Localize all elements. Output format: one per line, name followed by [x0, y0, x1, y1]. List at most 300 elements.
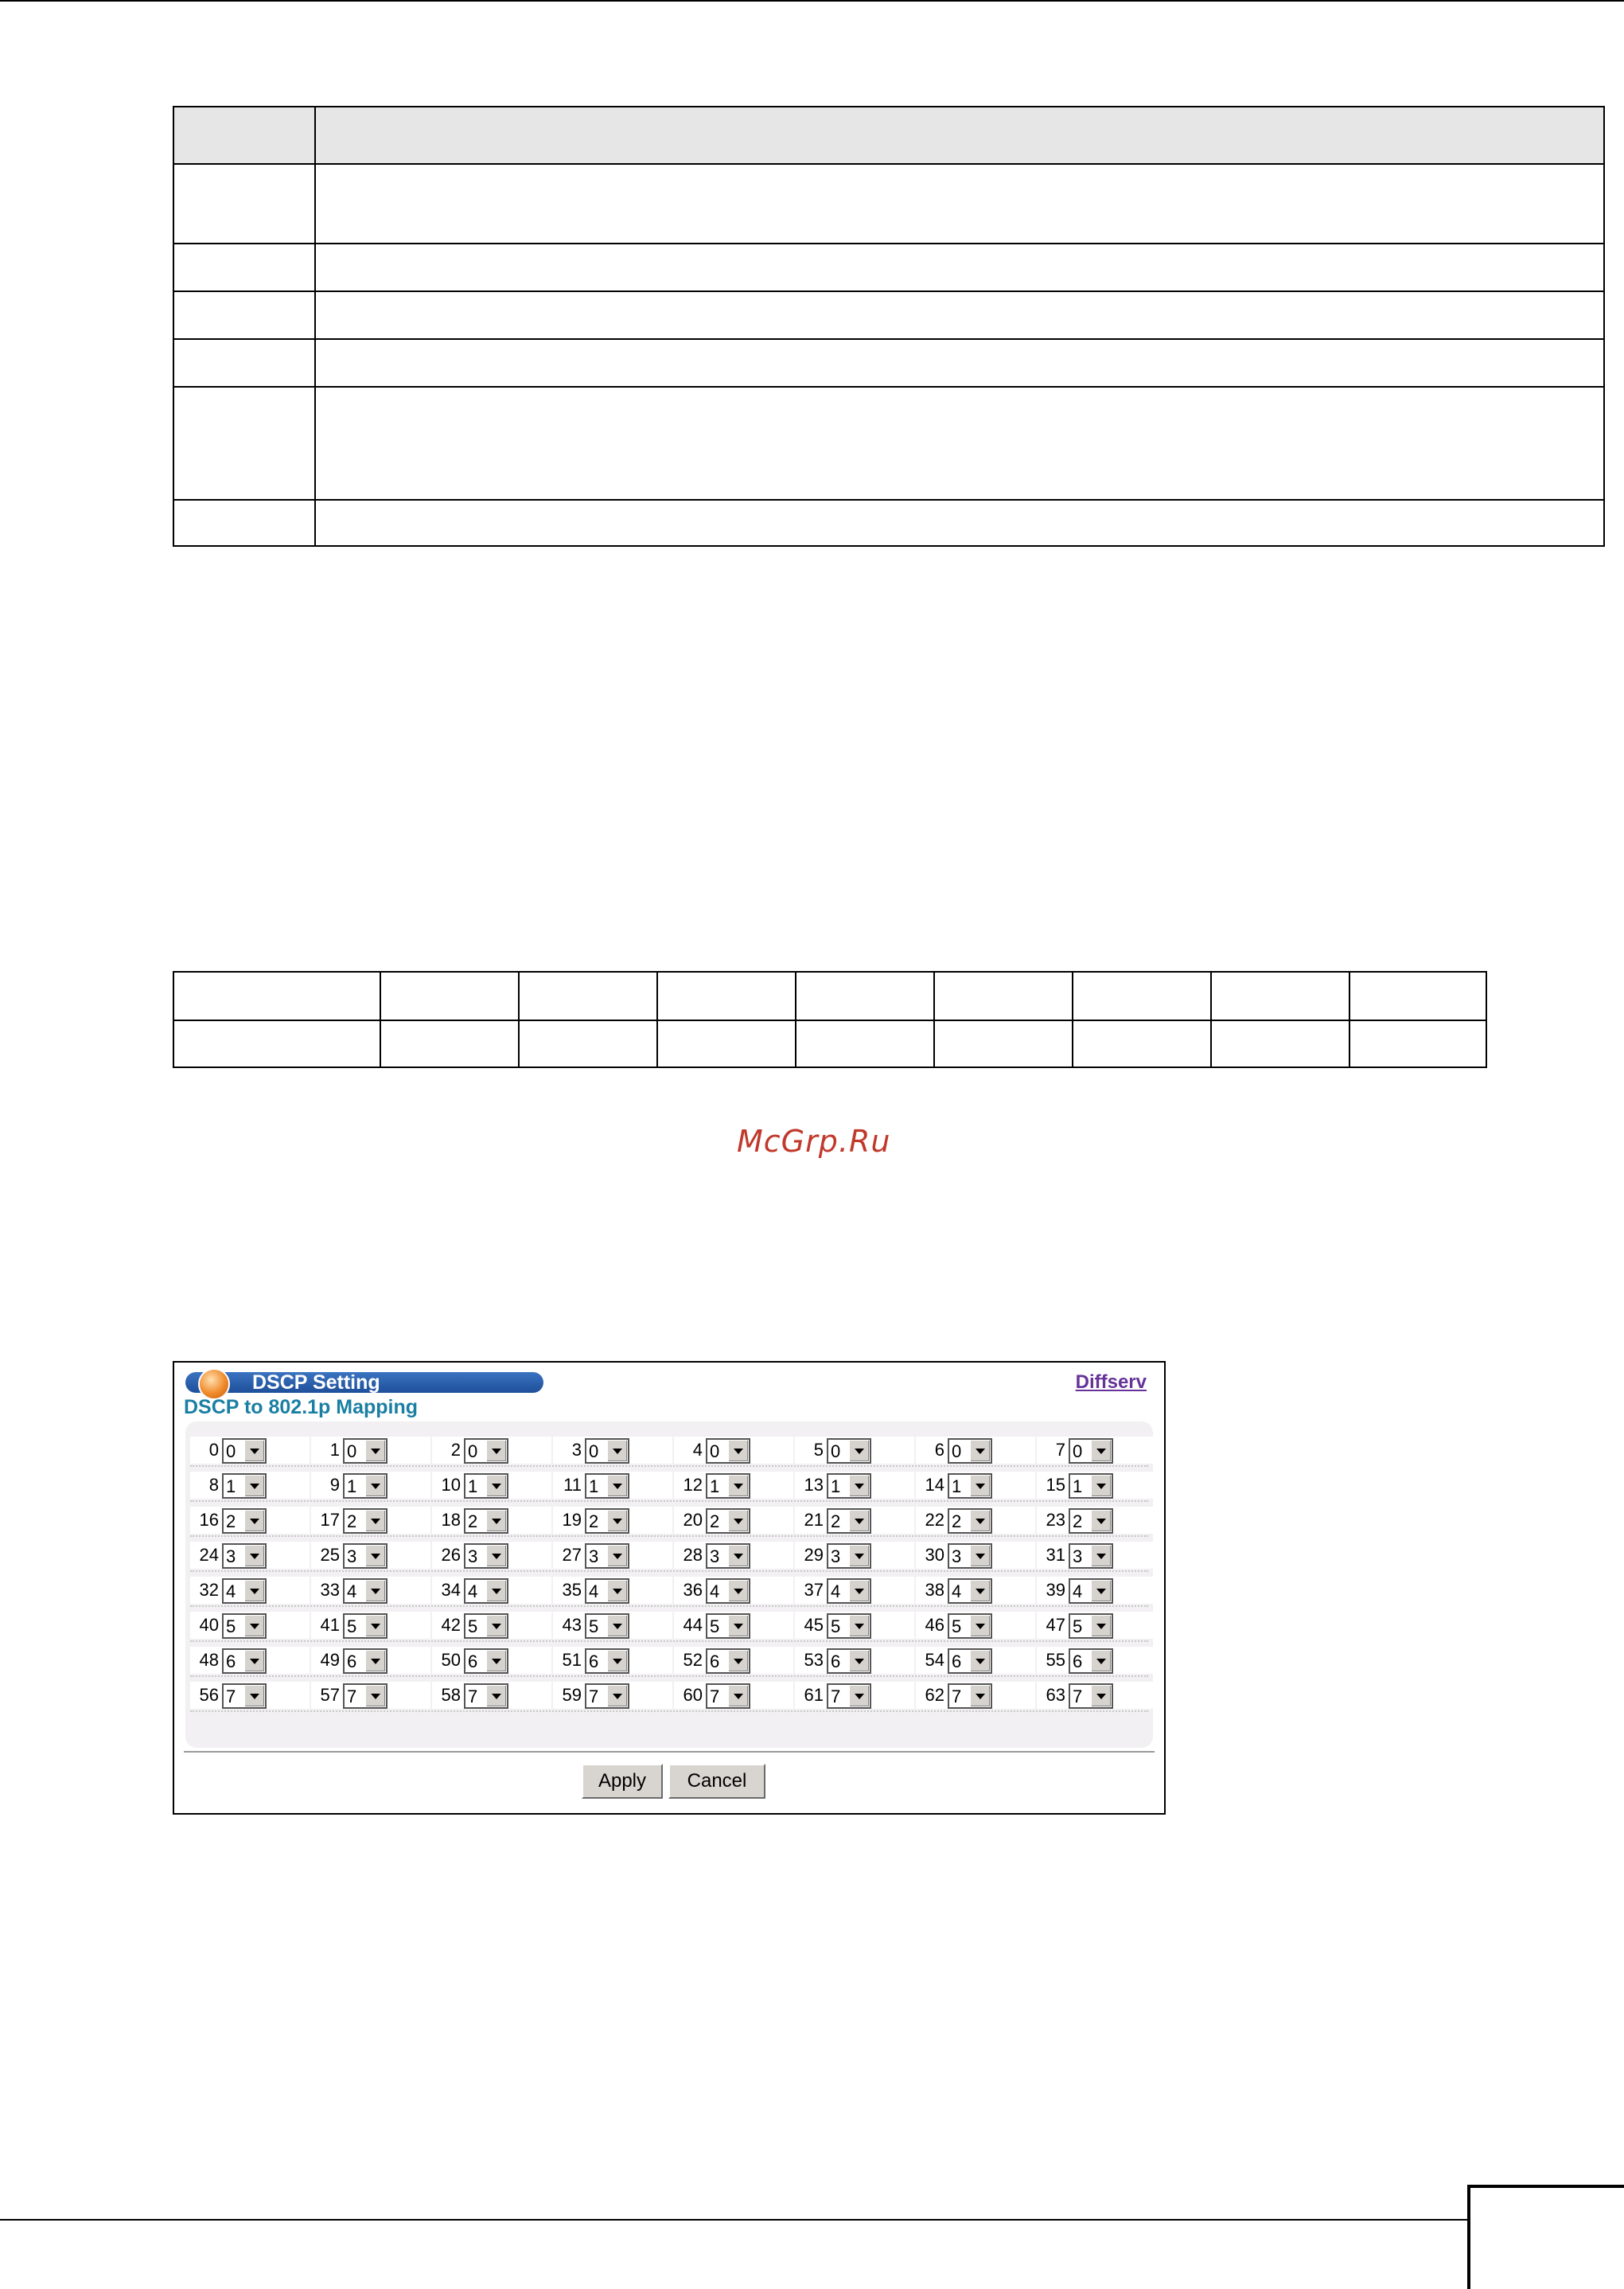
mapping-cell [1037, 1577, 1156, 1604]
dropdown-arrow-icon[interactable] [970, 1686, 990, 1706]
priority-select[interactable] [827, 1473, 871, 1499]
priority-select[interactable] [948, 1683, 992, 1709]
mapping-cell [674, 1647, 793, 1674]
dropdown-arrow-icon[interactable] [486, 1441, 506, 1461]
dropdown-arrow-icon[interactable] [607, 1581, 627, 1601]
priority-value: 2 [831, 1511, 841, 1531]
column-divider [1349, 973, 1350, 1067]
mapping-cell [1037, 1507, 1156, 1534]
dropdown-arrow-icon[interactable] [365, 1686, 385, 1706]
mapping-row [190, 1466, 1148, 1502]
priority-value: 6 [831, 1651, 841, 1671]
dropdown-arrow-icon[interactable] [1091, 1546, 1111, 1566]
priority-select[interactable] [1069, 1473, 1113, 1499]
dscp-value-label: 17 [320, 1510, 340, 1530]
dropdown-arrow-icon[interactable] [849, 1476, 869, 1496]
priority-value: 2 [589, 1511, 599, 1531]
dropdown-arrow-icon[interactable] [728, 1581, 748, 1601]
dscp-value-label: 52 [683, 1650, 703, 1670]
dropdown-arrow-icon[interactable] [1091, 1581, 1111, 1601]
dscp-value-label: 14 [925, 1475, 944, 1495]
dscp-value-label: 32 [199, 1580, 219, 1600]
mapping-row [190, 1431, 1148, 1467]
priority-select[interactable] [222, 1543, 267, 1569]
priority-value: 4 [347, 1581, 357, 1601]
priority-select[interactable] [706, 1578, 750, 1604]
column-divider [380, 973, 381, 1067]
priority-select[interactable] [222, 1473, 267, 1499]
dropdown-arrow-icon[interactable] [607, 1476, 627, 1496]
priority-select[interactable] [585, 1683, 629, 1709]
priority-select[interactable] [464, 1613, 508, 1639]
priority-select[interactable] [585, 1438, 629, 1464]
priority-value: 3 [952, 1546, 962, 1566]
priority-select[interactable] [1069, 1648, 1113, 1674]
dscp-value-label: 15 [1046, 1475, 1065, 1495]
mapping-cell [432, 1682, 551, 1709]
priority-value: 7 [226, 1687, 236, 1706]
column-divider [518, 973, 520, 1067]
priority-select[interactable] [343, 1508, 388, 1534]
priority-select[interactable] [464, 1543, 508, 1569]
priority-select[interactable] [827, 1438, 871, 1464]
orange-ball-icon [198, 1368, 230, 1400]
mapping-cell [553, 1682, 672, 1709]
priority-select[interactable] [464, 1578, 508, 1604]
priority-select[interactable] [827, 1613, 871, 1639]
priority-select[interactable] [706, 1473, 750, 1499]
priority-select[interactable] [222, 1648, 267, 1674]
priority-value: 1 [226, 1476, 236, 1496]
priority-select[interactable] [343, 1543, 388, 1569]
mapping-cell [674, 1472, 793, 1499]
mapping-row [190, 1641, 1148, 1677]
dropdown-arrow-icon[interactable] [970, 1651, 990, 1671]
mapping-row [190, 1676, 1148, 1712]
dscp-value-label: 49 [320, 1650, 340, 1670]
mapping-cell [432, 1472, 551, 1499]
mapping-cell [795, 1612, 914, 1639]
priority-select[interactable] [706, 1613, 750, 1639]
dscp-value-label: 0 [208, 1440, 219, 1460]
dscp-value-label: 40 [199, 1615, 219, 1635]
priority-value: 3 [347, 1546, 357, 1566]
dropdown-arrow-icon[interactable] [1091, 1651, 1111, 1671]
mapping-cell [432, 1437, 551, 1464]
dropdown-arrow-icon[interactable] [970, 1546, 990, 1566]
priority-value: 6 [1073, 1651, 1083, 1671]
priority-select[interactable] [585, 1543, 629, 1569]
dropdown-arrow-icon[interactable] [365, 1511, 385, 1531]
priority-select[interactable] [343, 1683, 388, 1709]
mapping-cell [916, 1437, 1035, 1464]
dropdown-arrow-icon[interactable] [486, 1651, 506, 1671]
priority-value: 5 [710, 1616, 720, 1636]
page-number-box [1467, 2185, 1624, 2289]
priority-value: 5 [952, 1616, 962, 1636]
priority-select[interactable] [343, 1648, 388, 1674]
dscp-value-label: 60 [683, 1685, 703, 1705]
mapping-cell [674, 1682, 793, 1709]
dropdown-arrow-icon[interactable] [486, 1686, 506, 1706]
priority-select[interactable] [827, 1648, 871, 1674]
dropdown-arrow-icon[interactable] [486, 1511, 506, 1531]
mapping-cell [311, 1612, 430, 1639]
column-divider [1210, 973, 1212, 1067]
dropdown-arrow-icon[interactable] [365, 1546, 385, 1566]
dscp-value-label: 34 [441, 1580, 461, 1600]
priority-value: 7 [1073, 1687, 1083, 1706]
priority-value: 1 [952, 1476, 962, 1496]
dscp-setting-panel [173, 1361, 1166, 1815]
dropdown-arrow-icon[interactable] [244, 1546, 264, 1566]
dscp-value-label: 48 [199, 1650, 219, 1670]
dscp-value-label: 18 [441, 1510, 461, 1530]
priority-select[interactable] [1069, 1578, 1113, 1604]
priority-select[interactable] [948, 1508, 992, 1534]
dropdown-arrow-icon[interactable] [607, 1441, 627, 1461]
dropdown-arrow-icon[interactable] [1091, 1511, 1111, 1531]
dscp-value-label: 11 [563, 1475, 582, 1495]
priority-value: 7 [589, 1687, 599, 1706]
dscp-value-label: 36 [683, 1580, 703, 1600]
priority-select[interactable] [827, 1683, 871, 1709]
mapping-cell [1037, 1472, 1156, 1499]
priority-select[interactable] [343, 1578, 388, 1604]
dropdown-arrow-icon[interactable] [244, 1476, 264, 1496]
mapping-cell [795, 1682, 914, 1709]
mapping-row [190, 1536, 1148, 1572]
priority-select[interactable] [464, 1438, 508, 1464]
priority-value: 5 [226, 1616, 236, 1636]
dropdown-arrow-icon[interactable] [728, 1476, 748, 1496]
dropdown-arrow-icon[interactable] [849, 1511, 869, 1531]
mapping-cell [795, 1507, 914, 1534]
priority-select[interactable] [222, 1438, 267, 1464]
priority-value: 7 [831, 1687, 841, 1706]
mapping-cell [311, 1472, 430, 1499]
dropdown-arrow-icon[interactable] [607, 1686, 627, 1706]
priority-select[interactable] [1069, 1438, 1113, 1464]
priority-select[interactable] [1069, 1543, 1113, 1569]
priority-select[interactable] [585, 1613, 629, 1639]
priority-select[interactable] [827, 1543, 871, 1569]
priority-select[interactable] [827, 1578, 871, 1604]
dscp-value-label: 58 [441, 1685, 461, 1705]
dropdown-arrow-icon[interactable] [365, 1651, 385, 1671]
mapping-cell [553, 1507, 672, 1534]
priority-value: 6 [226, 1651, 236, 1671]
priority-value: 6 [468, 1651, 478, 1671]
dscp-value-label: 5 [813, 1440, 824, 1460]
mapping-cell [190, 1577, 310, 1604]
mapping-cell [674, 1577, 793, 1604]
cancel-button[interactable]: Cancel [668, 1764, 765, 1799]
column-divider [933, 973, 935, 1067]
dropdown-arrow-icon[interactable] [244, 1511, 264, 1531]
dscp-value-label: 7 [1055, 1440, 1065, 1460]
priority-value: 4 [589, 1581, 599, 1601]
dropdown-arrow-icon[interactable] [970, 1616, 990, 1636]
priority-select[interactable] [585, 1578, 629, 1604]
column-divider [656, 973, 658, 1067]
mapping-cell [916, 1612, 1035, 1639]
mapping-cell [432, 1612, 551, 1639]
priority-select[interactable] [464, 1683, 508, 1709]
dscp-value-label: 23 [1046, 1510, 1065, 1530]
dropdown-arrow-icon[interactable] [1091, 1616, 1111, 1636]
dscp-value-label: 6 [934, 1440, 944, 1460]
priority-select[interactable] [222, 1578, 267, 1604]
diffserv-link[interactable]: Diffserv [1075, 1371, 1147, 1393]
dropdown-arrow-icon[interactable] [244, 1616, 264, 1636]
priority-select[interactable] [706, 1508, 750, 1534]
dropdown-arrow-icon[interactable] [486, 1546, 506, 1566]
footer-rule [0, 2219, 1467, 2221]
priority-select[interactable] [827, 1508, 871, 1534]
priority-select[interactable] [948, 1648, 992, 1674]
priority-select[interactable] [706, 1438, 750, 1464]
mapping-cell [795, 1437, 914, 1464]
mapping-cell [916, 1647, 1035, 1674]
dropdown-arrow-icon[interactable] [970, 1476, 990, 1496]
dropdown-arrow-icon[interactable] [486, 1616, 506, 1636]
dscp-value-label: 45 [804, 1615, 824, 1635]
dropdown-arrow-icon[interactable] [244, 1581, 264, 1601]
dscp-value-label: 1 [329, 1440, 340, 1460]
dscp-value-label: 25 [320, 1545, 340, 1565]
dscp-value-label: 56 [199, 1685, 219, 1705]
dropdown-arrow-icon[interactable] [486, 1581, 506, 1601]
dropdown-arrow-icon[interactable] [728, 1651, 748, 1671]
mapping-cell [1037, 1682, 1156, 1709]
dscp-value-label: 10 [441, 1475, 461, 1495]
dropdown-arrow-icon[interactable] [849, 1651, 869, 1671]
dropdown-arrow-icon[interactable] [1091, 1476, 1111, 1496]
dropdown-arrow-icon[interactable] [849, 1546, 869, 1566]
priority-value: 1 [347, 1476, 357, 1496]
mapping-cell [190, 1472, 310, 1499]
dscp-value-label: 16 [199, 1510, 219, 1530]
priority-value: 1 [468, 1476, 478, 1496]
dscp-value-label: 54 [925, 1650, 944, 1670]
dropdown-arrow-icon[interactable] [244, 1686, 264, 1706]
priority-value: 7 [952, 1687, 962, 1706]
dscp-value-label: 8 [208, 1475, 219, 1495]
priority-value: 4 [226, 1581, 236, 1601]
dscp-value-label: 19 [562, 1510, 582, 1530]
dropdown-arrow-icon[interactable] [728, 1686, 748, 1706]
mapping-cell [553, 1472, 672, 1499]
dscp-value-label: 39 [1046, 1580, 1065, 1600]
dropdown-arrow-icon[interactable] [849, 1686, 869, 1706]
dropdown-arrow-icon[interactable] [486, 1476, 506, 1496]
priority-value: 1 [1073, 1476, 1083, 1496]
priority-value: 3 [1073, 1546, 1083, 1566]
column-divider [1072, 973, 1073, 1067]
mapping-cell [795, 1542, 914, 1569]
mapping-cell [553, 1612, 672, 1639]
mapping-cell [795, 1647, 914, 1674]
priority-select[interactable] [222, 1683, 267, 1709]
mapping-cell [674, 1542, 793, 1569]
priority-select[interactable] [343, 1613, 388, 1639]
mapping-cell [553, 1647, 672, 1674]
panel-subtitle: DSCP to 802.1p Mapping [184, 1396, 419, 1418]
dscp-value-label: 20 [683, 1510, 703, 1530]
dscp-value-label: 4 [692, 1440, 703, 1460]
mapping-cell [190, 1612, 310, 1639]
dscp-value-label: 12 [683, 1475, 703, 1495]
mapping-cell [1037, 1542, 1156, 1569]
dscp-value-label: 63 [1046, 1685, 1065, 1705]
priority-value: 2 [468, 1511, 478, 1531]
dropdown-arrow-icon[interactable] [849, 1616, 869, 1636]
dscp-value-label: 53 [804, 1650, 824, 1670]
priority-select[interactable] [1069, 1613, 1113, 1639]
mapping-cell [432, 1507, 551, 1534]
priority-select[interactable] [706, 1683, 750, 1709]
mapping-cell [674, 1612, 793, 1639]
mapping-row [190, 1571, 1148, 1607]
priority-value: 7 [347, 1687, 357, 1706]
dropdown-arrow-icon[interactable] [365, 1476, 385, 1496]
mapping-cell [674, 1507, 793, 1534]
priority-value: 0 [1073, 1441, 1083, 1461]
mapping-row [190, 1606, 1148, 1642]
priority-value: 6 [589, 1651, 599, 1671]
priority-select[interactable] [343, 1438, 388, 1464]
dscp-value-label: 27 [562, 1545, 582, 1565]
dscp-value-label: 57 [320, 1685, 340, 1705]
dscp-value-label: 61 [804, 1685, 824, 1705]
priority-value: 7 [710, 1687, 720, 1706]
mapping-cell [1037, 1612, 1156, 1639]
priority-value: 0 [347, 1441, 357, 1461]
dropdown-arrow-icon[interactable] [1091, 1686, 1111, 1706]
priority-value: 3 [468, 1546, 478, 1566]
priority-select[interactable] [222, 1613, 267, 1639]
dscp-value-label: 47 [1046, 1615, 1065, 1635]
dropdown-arrow-icon[interactable] [607, 1616, 627, 1636]
priority-select[interactable] [948, 1438, 992, 1464]
mapping-cell [916, 1472, 1035, 1499]
mapping-cell [311, 1542, 430, 1569]
priority-value: 6 [710, 1651, 720, 1671]
dropdown-arrow-icon[interactable] [607, 1651, 627, 1671]
dscp-value-label: 50 [441, 1650, 461, 1670]
dropdown-arrow-icon[interactable] [244, 1441, 264, 1461]
dropdown-arrow-icon[interactable] [244, 1651, 264, 1671]
dscp-value-label: 55 [1046, 1650, 1065, 1670]
dropdown-arrow-icon[interactable] [365, 1441, 385, 1461]
priority-value: 6 [347, 1651, 357, 1671]
dropdown-arrow-icon[interactable] [728, 1546, 748, 1566]
priority-select[interactable] [464, 1473, 508, 1499]
mapping-row [190, 1501, 1148, 1537]
dropdown-arrow-icon[interactable] [849, 1441, 869, 1461]
priority-select[interactable] [948, 1578, 992, 1604]
dropdown-arrow-icon[interactable] [607, 1511, 627, 1531]
dscp-value-label: 62 [925, 1685, 944, 1705]
dropdown-arrow-icon[interactable] [1091, 1441, 1111, 1461]
priority-value: 4 [1073, 1581, 1083, 1601]
priority-select[interactable] [1069, 1508, 1113, 1534]
dscp-value-label: 24 [199, 1545, 219, 1565]
priority-select[interactable] [585, 1508, 629, 1534]
priority-value: 1 [831, 1476, 841, 1496]
mapping-cell [432, 1577, 551, 1604]
mapping-cell [432, 1647, 551, 1674]
dropdown-arrow-icon[interactable] [365, 1581, 385, 1601]
priority-select[interactable] [585, 1648, 629, 1674]
dropdown-arrow-icon[interactable] [849, 1581, 869, 1601]
priority-value: 3 [710, 1546, 720, 1566]
dropdown-arrow-icon[interactable] [728, 1441, 748, 1461]
priority-value: 5 [468, 1616, 478, 1636]
priority-value: 0 [952, 1441, 962, 1461]
priority-value: 4 [468, 1581, 478, 1601]
priority-select[interactable] [464, 1648, 508, 1674]
priority-value: 0 [468, 1441, 478, 1461]
dropdown-arrow-icon[interactable] [970, 1581, 990, 1601]
priority-value: 1 [710, 1476, 720, 1496]
priority-value: 4 [831, 1581, 841, 1601]
mapping-cell [916, 1577, 1035, 1604]
priority-select[interactable] [464, 1508, 508, 1534]
priority-select[interactable] [948, 1543, 992, 1569]
dropdown-arrow-icon[interactable] [728, 1511, 748, 1531]
dropdown-arrow-icon[interactable] [728, 1616, 748, 1636]
priority-value: 2 [347, 1511, 357, 1531]
mapping-cell [190, 1682, 310, 1709]
priority-value: 0 [226, 1441, 236, 1461]
dscp-value-label: 29 [804, 1545, 824, 1565]
dscp-value-label: 41 [320, 1615, 340, 1635]
priority-select[interactable] [706, 1543, 750, 1569]
priority-select[interactable] [343, 1473, 388, 1499]
priority-select[interactable] [585, 1473, 629, 1499]
mapping-cell [311, 1577, 430, 1604]
priority-value: 0 [710, 1441, 720, 1461]
mapping-cell [190, 1437, 310, 1464]
dscp-value-label: 37 [804, 1580, 824, 1600]
priority-select[interactable] [222, 1508, 267, 1534]
dropdown-arrow-icon[interactable] [365, 1616, 385, 1636]
priority-select[interactable] [1069, 1683, 1113, 1709]
priority-value: 4 [952, 1581, 962, 1601]
mapping-cell [553, 1577, 672, 1604]
watermark: McGrp.Ru [737, 1124, 891, 1159]
priority-select[interactable] [948, 1613, 992, 1639]
mapping-cell [795, 1577, 914, 1604]
dropdown-arrow-icon[interactable] [970, 1441, 990, 1461]
apply-button[interactable]: Apply [582, 1764, 663, 1799]
priority-select[interactable] [706, 1648, 750, 1674]
mapping-cell [311, 1507, 430, 1534]
mapping-cell [553, 1542, 672, 1569]
dscp-value-label: 46 [925, 1615, 944, 1635]
dropdown-arrow-icon[interactable] [970, 1511, 990, 1531]
mapping-cell [190, 1507, 310, 1534]
dscp-value-label: 42 [441, 1615, 461, 1635]
priority-select[interactable] [948, 1473, 992, 1499]
dscp-value-label: 30 [925, 1545, 944, 1565]
mapping-cell [432, 1542, 551, 1569]
dropdown-arrow-icon[interactable] [607, 1546, 627, 1566]
priority-value: 5 [589, 1616, 599, 1636]
mapping-cell [1037, 1647, 1156, 1674]
